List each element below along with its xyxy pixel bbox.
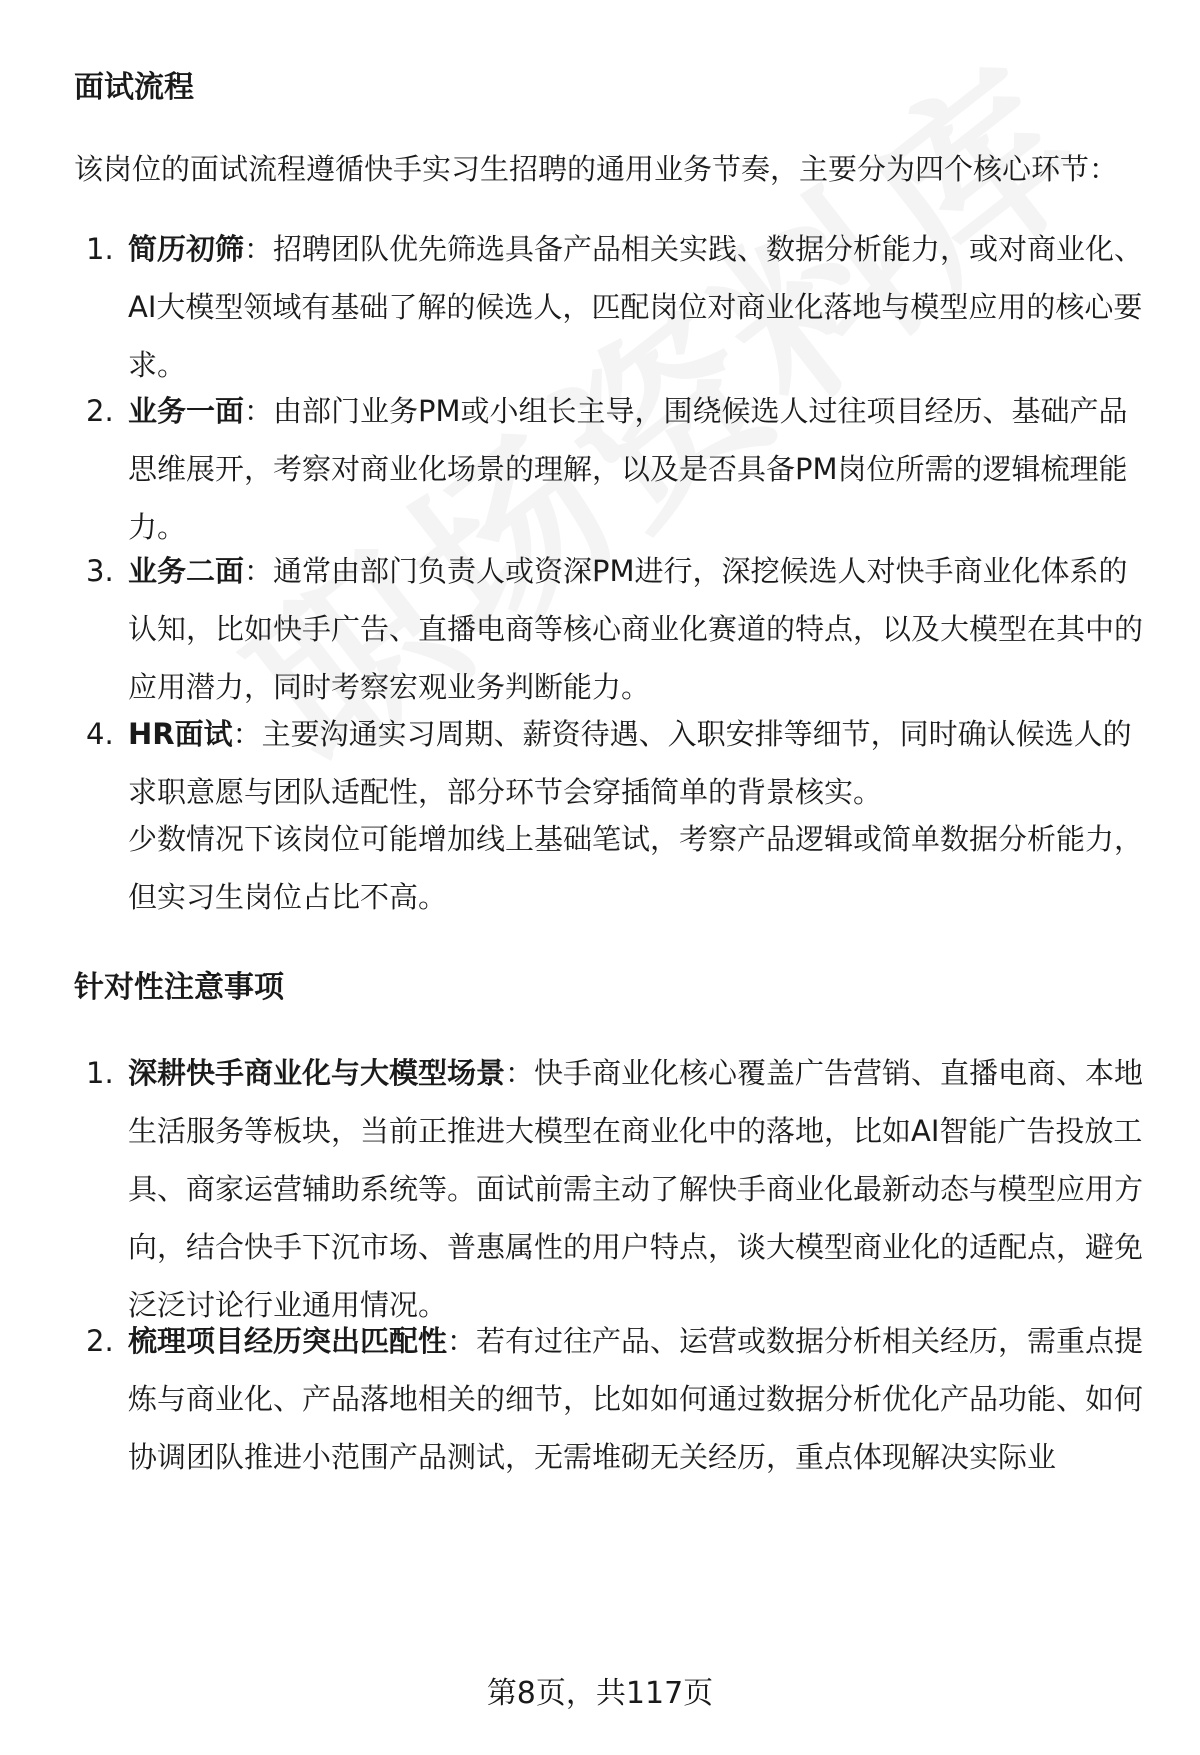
list-number: 1. <box>86 232 114 266</box>
list-term: 梳理项目经历突出匹配性 <box>128 1324 448 1358</box>
section-heading-notes: 针对性注意事项 <box>74 970 284 1005</box>
list-item <box>74 1044 1152 1334</box>
list-item <box>74 382 1152 556</box>
section-heading-interview-process: 面试流程 <box>74 70 194 105</box>
list-item <box>74 705 1152 821</box>
list-text: ：主要沟通实习周期、薪资待遇、入职安排等细节，同时确认候选人的求职意愿与团队适配性，部分环节会穿插简单的背景核实。 <box>128 717 1132 809</box>
list-text: ：招聘团队优先筛选具备产品相关实践、数据分析能力，或对商业化、AI大模型领域有基础了解的候选人，匹配岗位对商业化落地与模型应用的核心要求。 <box>128 232 1144 382</box>
note-paragraph: 少数情况下该岗位可能增加线上基础笔试，考察产品逻辑或简单数据分析能力，但实习生岗位占比不高。 <box>128 822 1144 914</box>
list-item <box>74 542 1152 716</box>
list-number: 2. <box>86 1324 114 1358</box>
list-item <box>74 220 1152 394</box>
list-text: ：通常由部门负责人或资深PM进行，深挖候选人对快手商业化体系的认知，比如快手广告、直播电商等核心商业化赛道的特点，以及大模型在其中的应用潜力，同时考察宏观业务判断能力。 <box>128 554 1144 704</box>
list-number: 1. <box>86 1056 114 1090</box>
intro-paragraph: 该岗位的面试流程遵循快手实习生招聘的通用业务节奏，主要分为四个核心环节： <box>74 152 1119 186</box>
page-footer: 第8页，共117页 <box>486 1676 714 1711</box>
list-term: HR面试 <box>128 717 233 751</box>
list-number: 3. <box>86 554 114 588</box>
list-text: ：快手商业化核心覆盖广告营销、直播电商、本地生活服务等板块，当前正推进大模型在商业化中的落地，比如AI智能广告投放工具、商家运营辅助系统等。面试前需主动了解快手商业化最新动态与模型应用方向，结合快手下沉市场、普惠属性的用户特点，谈大模型商业化的适配点，避免泛泛讨论行业通用情况。 <box>128 1056 1144 1322</box>
list-term: 简历初筛 <box>128 232 245 266</box>
list-term: 业务二面 <box>128 554 245 588</box>
list-term: 业务一面 <box>128 394 245 428</box>
list-text: ：由部门业务PM或小组长主导，围绕候选人过往项目经历、基础产品思维展开，考察对商业化场景的理解，以及是否具备PM岗位所需的逻辑梳理能力。 <box>128 394 1128 544</box>
list-item <box>74 1312 1152 1486</box>
list-number: 4. <box>86 717 114 751</box>
list-term: 深耕快手商业化与大模型场景 <box>128 1056 506 1090</box>
list-number: 2. <box>86 394 114 428</box>
list-text: ：若有过往产品、运营或数据分析相关经历，需重点提炼与商业化、产品落地相关的细节，比如如何通过数据分析优化产品功能、如何协调团队推进小范围产品测试，无需堆砌无关经历，重点体现解决实际业 <box>128 1324 1144 1474</box>
